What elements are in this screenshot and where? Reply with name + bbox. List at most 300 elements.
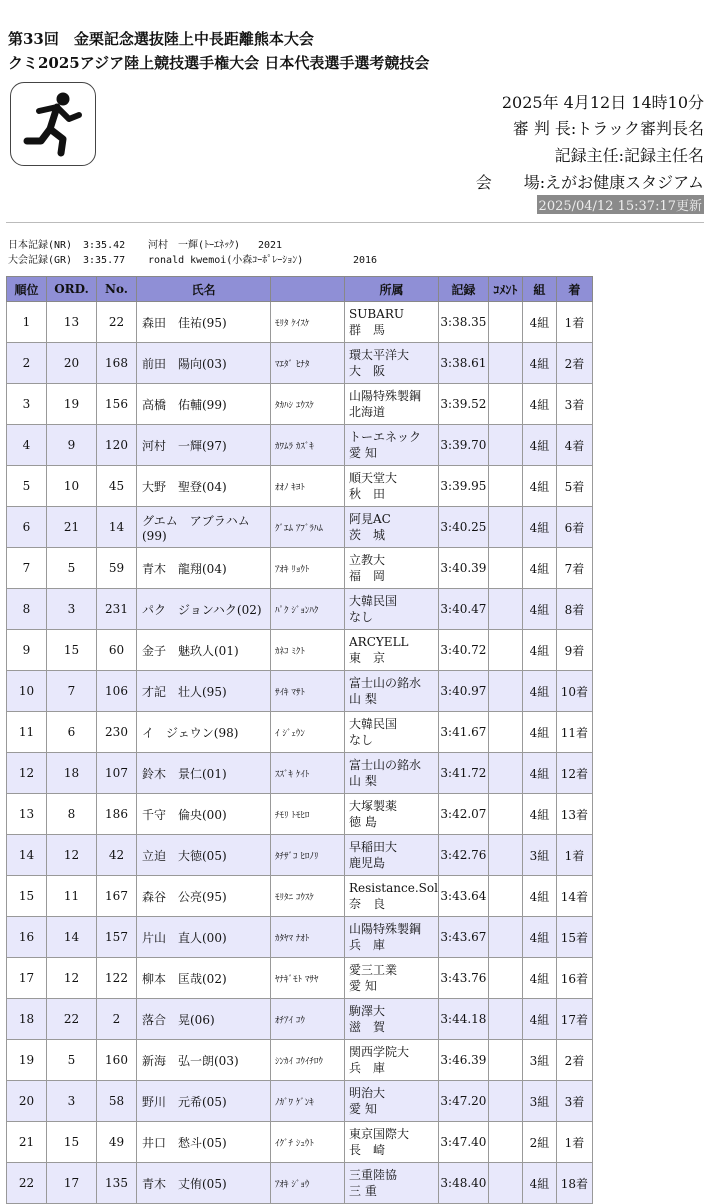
ord-cell: 12 <box>47 835 97 876</box>
place-cell: 4着 <box>556 425 592 466</box>
athlete-kana: ｶﾀﾔﾏ ﾅｵﾄ <box>271 917 345 958</box>
rank-cell: 12 <box>7 753 47 794</box>
athlete-name: 河村 一輝(97) <box>137 425 271 466</box>
affiliation-name: 三重陸協 <box>349 1168 398 1182</box>
bib-cell: 157 <box>97 917 137 958</box>
heat-cell: 4組 <box>522 548 556 589</box>
athlete-kana: ｻｲｷ ﾏｻﾄ <box>271 671 345 712</box>
affiliation-name: 駒澤大 <box>349 1004 386 1018</box>
comment-cell <box>488 343 522 384</box>
affiliation-name: 大韓民国 <box>349 594 398 608</box>
bib-cell: 107 <box>97 753 137 794</box>
affiliation-name: 富士山の銘水 <box>349 758 422 772</box>
affiliation-prefecture: 兵 庫 <box>349 938 386 952</box>
athlete-name: 森田 佳祐(95) <box>137 302 271 343</box>
record-label: 日本記録(NR) <box>8 240 73 251</box>
record-time: 3:35.42 <box>83 240 126 251</box>
record-holder: ronald kwemoi(小森ｺｰﾎﾟﾚｰｼｮﾝ) <box>148 255 304 266</box>
affiliation-cell <box>345 958 439 999</box>
table-row <box>7 999 593 1040</box>
rank-cell: 8 <box>7 589 47 630</box>
athlete-kana: ｵｵﾉ ｷﾖﾄ <box>271 466 345 507</box>
ord-cell: 15 <box>47 1122 97 1163</box>
rank-cell: 18 <box>7 999 47 1040</box>
affiliation-prefecture: 群 馬 <box>349 323 386 337</box>
comment-cell <box>488 507 522 548</box>
affiliation-name: 山陽特殊製鋼 <box>349 389 422 403</box>
table-row <box>7 466 593 507</box>
athlete-kana: ﾓﾘﾀ ｹｲｽｹ <box>271 302 345 343</box>
affiliation-prefecture: 滋 賀 <box>349 1020 386 1034</box>
athlete-name: 大野 聖登(04) <box>137 466 271 507</box>
ord-cell: 3 <box>47 1081 97 1122</box>
table-row <box>7 1163 593 1204</box>
record-cell: 3:40.97 <box>438 671 488 712</box>
header-place: 着 <box>556 277 592 302</box>
affiliation-prefecture: 鹿児島 <box>349 856 386 870</box>
ord-cell: 9 <box>47 425 97 466</box>
heat-cell: 4組 <box>522 1163 556 1204</box>
athlete-kana: ｵﾁｱｲ ｺｳ <box>271 999 345 1040</box>
affiliation-prefecture: なし <box>349 733 374 747</box>
bib-cell: 22 <box>97 302 137 343</box>
place-cell: 14着 <box>556 876 592 917</box>
comment-cell <box>488 671 522 712</box>
place-cell: 9着 <box>556 630 592 671</box>
rank-cell: 20 <box>7 1081 47 1122</box>
comment-cell <box>488 466 522 507</box>
athlete-name: 柳本 匡哉(02) <box>137 958 271 999</box>
affiliation-prefecture: 徳 島 <box>349 815 377 829</box>
affiliation-name: 東京国際大 <box>349 1127 410 1141</box>
bib-cell: 59 <box>97 548 137 589</box>
table-row <box>7 671 593 712</box>
athlete-kana: ﾊﾟｸ ｼﾞｮﾝﾊｸ <box>271 589 345 630</box>
athlete-kana: ﾔﾅｷﾞﾓﾄ ﾏｻﾔ <box>271 958 345 999</box>
table-row <box>7 384 593 425</box>
heat-cell: 4組 <box>522 384 556 425</box>
header-name: 氏名 <box>137 277 271 302</box>
athlete-kana: ｶﾜﾑﾗ ｶｽﾞｷ <box>271 425 345 466</box>
table-row <box>7 1040 593 1081</box>
table-row <box>7 958 593 999</box>
ord-cell: 14 <box>47 917 97 958</box>
rank-cell: 10 <box>7 671 47 712</box>
place-cell: 1着 <box>556 835 592 876</box>
heat-cell: 4組 <box>522 753 556 794</box>
affiliation-cell <box>345 712 439 753</box>
comment-cell <box>488 1040 522 1081</box>
place-cell: 8着 <box>556 589 592 630</box>
ord-cell: 5 <box>47 548 97 589</box>
place-cell: 5着 <box>556 466 592 507</box>
rank-cell: 21 <box>7 1122 47 1163</box>
athlete-name: イ ジェウン(98) <box>137 712 271 753</box>
bib-cell: 106 <box>97 671 137 712</box>
athlete-name: 高橋 佑輔(99) <box>137 384 271 425</box>
rank-cell: 16 <box>7 917 47 958</box>
bib-cell: 2 <box>97 999 137 1040</box>
affiliation-cell <box>345 999 439 1040</box>
heat-cell: 4組 <box>522 712 556 753</box>
record-label: 大会記録(GR) <box>8 255 73 266</box>
bib-cell: 42 <box>97 835 137 876</box>
heat-cell: 4組 <box>522 507 556 548</box>
athlete-name: 金子 魅玖人(01) <box>137 630 271 671</box>
record-cell: 3:42.07 <box>438 794 488 835</box>
record-cell: 3:38.61 <box>438 343 488 384</box>
affiliation-cell <box>345 671 439 712</box>
bib-cell: 58 <box>97 1081 137 1122</box>
affiliation-name: 早稲田大 <box>349 840 398 854</box>
affiliation-name: トーエネック <box>349 430 422 444</box>
heat-cell: 4組 <box>522 630 556 671</box>
table-row <box>7 425 593 466</box>
place-cell: 17着 <box>556 999 592 1040</box>
table-row <box>7 1122 593 1163</box>
record-cell: 3:40.25 <box>438 507 488 548</box>
athlete-name: 新海 弘一朗(03) <box>137 1040 271 1081</box>
comment-cell <box>488 917 522 958</box>
affiliation-prefecture: 北海道 <box>349 405 386 419</box>
affiliation-cell <box>345 1122 439 1163</box>
affiliation-cell <box>345 1040 439 1081</box>
athlete-kana: ﾀﾁｻﾞｺ ﾋﾛﾉﾘ <box>271 835 345 876</box>
ord-cell: 10 <box>47 466 97 507</box>
affiliation-cell <box>345 466 439 507</box>
comment-cell <box>488 302 522 343</box>
comment-cell <box>488 1122 522 1163</box>
comment-cell <box>488 794 522 835</box>
bib-cell: 156 <box>97 384 137 425</box>
comment-cell <box>488 548 522 589</box>
bib-cell: 160 <box>97 1040 137 1081</box>
place-cell: 2着 <box>556 343 592 384</box>
affiliation-name: 順天堂大 <box>349 471 398 485</box>
affiliation-name: ARCYELL <box>349 635 409 649</box>
affiliation-name: 富士山の銘水 <box>349 676 422 690</box>
athlete-kana: ﾀｶﾊｼ ﾕｳｽｹ <box>271 384 345 425</box>
table-row <box>7 302 593 343</box>
table-row <box>7 917 593 958</box>
athlete-name: パク ジョンハク(02) <box>137 589 271 630</box>
comment-cell <box>488 630 522 671</box>
heat-cell: 3組 <box>522 1081 556 1122</box>
national-record <box>8 236 282 251</box>
athlete-name: 井口 愁斗(05) <box>137 1122 271 1163</box>
place-cell: 3着 <box>556 384 592 425</box>
affiliation-cell <box>345 384 439 425</box>
heat-cell: 4組 <box>522 999 556 1040</box>
record-cell: 3:39.70 <box>438 425 488 466</box>
record-time: 3:35.77 <box>83 255 126 266</box>
record-cell: 3:43.76 <box>438 958 488 999</box>
affiliation-name: 明治大 <box>349 1086 386 1100</box>
affiliation-cell <box>345 917 439 958</box>
venue: 会 場:えがお健康スタジアム <box>475 173 704 192</box>
affiliation-prefecture: 奈 良 <box>349 897 386 911</box>
record-cell: 3:43.64 <box>438 876 488 917</box>
place-cell: 18着 <box>556 1163 592 1204</box>
athlete-name: 青木 丈侑(05) <box>137 1163 271 1204</box>
place-cell: 1着 <box>556 302 592 343</box>
comment-cell <box>488 712 522 753</box>
divider <box>6 222 704 223</box>
ord-cell: 13 <box>47 302 97 343</box>
affiliation-prefecture: なし <box>349 610 374 624</box>
header-ord: ORD. <box>47 277 97 302</box>
place-cell: 10着 <box>556 671 592 712</box>
athlete-name: 森谷 公亮(95) <box>137 876 271 917</box>
athlete-name: 才記 壮人(95) <box>137 671 271 712</box>
place-cell: 16着 <box>556 958 592 999</box>
affiliation-prefecture: 山 梨 <box>349 774 377 788</box>
bib-cell: 49 <box>97 1122 137 1163</box>
record-cell: 3:44.18 <box>438 999 488 1040</box>
header-heat: 組 <box>522 277 556 302</box>
affiliation-name: 阿見AC <box>349 512 391 526</box>
heat-cell: 4組 <box>522 343 556 384</box>
heat-cell: 4組 <box>522 917 556 958</box>
ord-cell: 5 <box>47 1040 97 1081</box>
place-cell: 12着 <box>556 753 592 794</box>
record-cell: 3:48.40 <box>438 1163 488 1204</box>
bib-cell: 230 <box>97 712 137 753</box>
header-kana <box>271 277 345 302</box>
rank-cell: 4 <box>7 425 47 466</box>
athlete-name: 立迫 大徳(05) <box>137 835 271 876</box>
affiliation-cell <box>345 835 439 876</box>
results-table <box>6 276 593 1204</box>
rank-cell: 15 <box>7 876 47 917</box>
comment-cell <box>488 425 522 466</box>
table-row <box>7 835 593 876</box>
comment-cell <box>488 753 522 794</box>
meet-subtitle: クミ2025アジア陸上競技選手権大会 日本代表選手選考競技会 <box>8 54 430 72</box>
rank-cell: 9 <box>7 630 47 671</box>
heat-cell: 4組 <box>522 794 556 835</box>
athlete-kana: ｲ ｼﾞｪｳﾝ <box>271 712 345 753</box>
heat-cell: 4組 <box>522 466 556 507</box>
updated-timestamp: 2025/04/12 15:37:17更新 <box>537 195 704 214</box>
datetime: 2025年 4月12日 14時10分 <box>501 93 704 112</box>
affiliation-cell <box>345 1081 439 1122</box>
ord-cell: 20 <box>47 343 97 384</box>
affiliation-name: 大韓民国 <box>349 717 398 731</box>
ord-cell: 22 <box>47 999 97 1040</box>
referee: 審 判 長:トラック審判長名 <box>512 119 704 138</box>
record-cell: 3:47.20 <box>438 1081 488 1122</box>
place-cell: 11着 <box>556 712 592 753</box>
header-comment: ｺﾒﾝﾄ <box>488 277 522 302</box>
rank-cell: 14 <box>7 835 47 876</box>
rank-cell: 19 <box>7 1040 47 1081</box>
record-cell: 3:41.72 <box>438 753 488 794</box>
affiliation-cell <box>345 507 439 548</box>
affiliation-cell <box>345 425 439 466</box>
athlete-kana: ｱｵｷ ﾘｮｳﾄ <box>271 548 345 589</box>
ord-cell: 7 <box>47 671 97 712</box>
bib-cell: 186 <box>97 794 137 835</box>
athlete-name: 鈴木 景仁(01) <box>137 753 271 794</box>
affiliation-prefecture: 愛 知 <box>349 446 377 460</box>
athlete-name: 落合 晃(06) <box>137 999 271 1040</box>
affiliation-prefecture: 愛 知 <box>349 979 377 993</box>
results-body <box>7 302 593 1204</box>
bib-cell: 14 <box>97 507 137 548</box>
ord-cell: 17 <box>47 1163 97 1204</box>
heat-cell: 3組 <box>522 835 556 876</box>
affiliation-name: 愛三工業 <box>349 963 398 977</box>
affiliation-prefecture: 茨 城 <box>349 528 386 542</box>
bib-cell: 168 <box>97 343 137 384</box>
comment-cell <box>488 1163 522 1204</box>
table-row <box>7 507 593 548</box>
rank-cell: 3 <box>7 384 47 425</box>
record-cell: 3:40.47 <box>438 589 488 630</box>
affiliation-prefecture: 愛 知 <box>349 1102 377 1116</box>
comment-cell <box>488 384 522 425</box>
rank-cell: 17 <box>7 958 47 999</box>
athlete-name: 青木 龍翔(04) <box>137 548 271 589</box>
rank-cell: 2 <box>7 343 47 384</box>
affiliation-name: 立教大 <box>349 553 386 567</box>
ord-cell: 15 <box>47 630 97 671</box>
athlete-name: 千守 倫央(00) <box>137 794 271 835</box>
table-row <box>7 548 593 589</box>
athlete-kana: ﾏｴﾀﾞ ﾋﾅﾀ <box>271 343 345 384</box>
affiliation-prefecture: 大 阪 <box>349 364 386 378</box>
record-cell: 3:42.76 <box>438 835 488 876</box>
heat-cell: 4組 <box>522 302 556 343</box>
bib-cell: 122 <box>97 958 137 999</box>
affiliation-cell <box>345 302 439 343</box>
athlete-kana: ｲｸﾞﾁ ｼｭｳﾄ <box>271 1122 345 1163</box>
bib-cell: 120 <box>97 425 137 466</box>
affiliation-cell <box>345 343 439 384</box>
athlete-name: 野川 元希(05) <box>137 1081 271 1122</box>
place-cell: 3着 <box>556 1081 592 1122</box>
rank-cell: 5 <box>7 466 47 507</box>
heat-cell: 2組 <box>522 1122 556 1163</box>
heat-cell: 4組 <box>522 425 556 466</box>
record-cell: 3:38.35 <box>438 302 488 343</box>
affiliation-prefecture: 山 梨 <box>349 692 377 706</box>
rank-cell: 1 <box>7 302 47 343</box>
affiliation-cell <box>345 753 439 794</box>
record-cell: 3:41.67 <box>438 712 488 753</box>
athlete-name: 片山 直人(00) <box>137 917 271 958</box>
athlete-kana: ｸﾞｴﾑ ｱﾌﾞﾗﾊﾑ <box>271 507 345 548</box>
affiliation-name: 山陽特殊製鋼 <box>349 922 422 936</box>
affiliation-name: 環太平洋大 <box>349 348 410 362</box>
rank-cell: 6 <box>7 507 47 548</box>
rank-cell: 13 <box>7 794 47 835</box>
affiliation-cell <box>345 1163 439 1204</box>
record-cell: 3:46.39 <box>438 1040 488 1081</box>
bib-cell: 231 <box>97 589 137 630</box>
heat-cell: 4組 <box>522 876 556 917</box>
affiliation-prefecture: 兵 庫 <box>349 1061 386 1075</box>
ord-cell: 3 <box>47 589 97 630</box>
table-header <box>7 277 593 302</box>
header-affiliation: 所属 <box>345 277 439 302</box>
record-cell: 3:43.67 <box>438 917 488 958</box>
heat-cell: 3組 <box>522 1040 556 1081</box>
table-row <box>7 794 593 835</box>
affiliation-prefecture: 三 重 <box>349 1184 377 1198</box>
ord-cell: 18 <box>47 753 97 794</box>
comment-cell <box>488 589 522 630</box>
bib-cell: 135 <box>97 1163 137 1204</box>
place-cell: 6着 <box>556 507 592 548</box>
heat-cell: 4組 <box>522 671 556 712</box>
place-cell: 1着 <box>556 1122 592 1163</box>
ord-cell: 19 <box>47 384 97 425</box>
table-row <box>7 589 593 630</box>
place-cell: 7着 <box>556 548 592 589</box>
affiliation-cell <box>345 630 439 671</box>
table-row <box>7 753 593 794</box>
comment-cell <box>488 958 522 999</box>
ord-cell: 12 <box>47 958 97 999</box>
table-row <box>7 712 593 753</box>
record-cell: 3:40.72 <box>438 630 488 671</box>
record-cell: 3:39.95 <box>438 466 488 507</box>
affiliation-prefecture: 東 京 <box>349 651 386 665</box>
heat-cell: 4組 <box>522 958 556 999</box>
ord-cell: 6 <box>47 712 97 753</box>
record-cell: 3:40.39 <box>438 548 488 589</box>
athlete-kana: ﾉｶﾞﾜ ｹﾞﾝｷ <box>271 1081 345 1122</box>
affiliation-name: Resistance.Sol <box>349 881 438 895</box>
table-row <box>7 630 593 671</box>
rank-cell: 11 <box>7 712 47 753</box>
affiliation-cell <box>345 876 439 917</box>
affiliation-cell <box>345 794 439 835</box>
comment-cell <box>488 876 522 917</box>
ord-cell: 21 <box>47 507 97 548</box>
header-no: No. <box>97 277 137 302</box>
ord-cell: 8 <box>47 794 97 835</box>
bib-cell: 167 <box>97 876 137 917</box>
athlete-kana: ｼﾝｶｲ ｺｳｲﾁﾛｳ <box>271 1040 345 1081</box>
place-cell: 2着 <box>556 1040 592 1081</box>
rank-cell: 22 <box>7 1163 47 1204</box>
athlete-name: 前田 陽向(03) <box>137 343 271 384</box>
place-cell: 13着 <box>556 794 592 835</box>
affiliation-name: SUBARU <box>349 307 404 321</box>
affiliation-prefecture: 福 岡 <box>349 569 386 583</box>
record-year: 2021 <box>258 240 283 251</box>
bib-cell: 60 <box>97 630 137 671</box>
comment-cell <box>488 999 522 1040</box>
runner-icon <box>10 82 96 166</box>
heat-cell: 4組 <box>522 589 556 630</box>
affiliation-name: 大塚製薬 <box>349 799 398 813</box>
athlete-name: グエム アブラハム(99) <box>137 507 271 548</box>
table-row <box>7 1081 593 1122</box>
table-row <box>7 876 593 917</box>
affiliation-cell <box>345 589 439 630</box>
meet-record <box>8 251 377 266</box>
comment-cell <box>488 1081 522 1122</box>
record-year: 2016 <box>353 255 378 266</box>
record-holder: 河村 一輝(ﾄｰｴﾈｯｸ) <box>148 240 241 251</box>
record-cell: 3:39.52 <box>438 384 488 425</box>
comment-cell <box>488 835 522 876</box>
affiliation-name: 関西学院大 <box>349 1045 410 1059</box>
